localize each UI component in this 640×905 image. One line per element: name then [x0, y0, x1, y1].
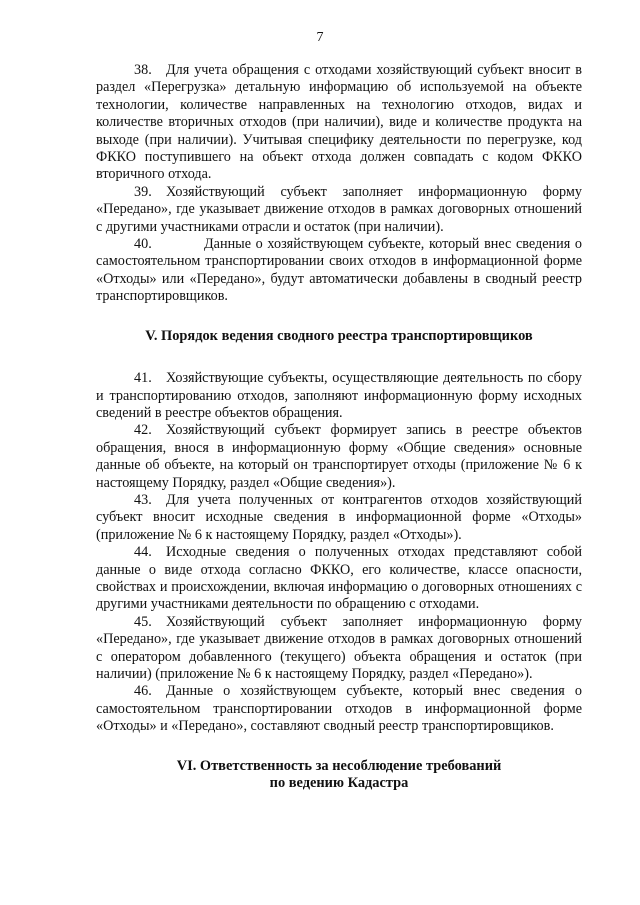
paragraph-number: 43.	[134, 491, 152, 508]
paragraph-text: Исходные сведения о полученных отходах представляют собой данные о виде отхода согласно ФККО, его количестве, классе опасности, свойствах и происхождении, включая информацию о договорных отношениях с другими участниками деятельности по обращению с отходами.	[96, 544, 582, 613]
paragraph-45	[96, 614, 582, 684]
paragraph-text: Хозяйствующие субъекты, осуществляющие деятельность по сбору и транспортированию отходов, заполняют информационную форму исходных сведений в реестре объектов обращения.	[96, 370, 582, 421]
paragraph-number: 44.	[134, 544, 152, 561]
paragraph-number: 45.	[134, 613, 152, 630]
paragraph-43	[96, 492, 582, 544]
paragraph-text: Для учета обращения с отходами хозяйствующий субъект вносит в раздел «Перегрузка» детальную информацию об используемой на объекте технологии, количестве направленных на технологию отходов, видах и количестве вторичных отходов (при наличии), виде и количестве продукта на выходе (при наличии). Учитывая специфику деятельности по перегрузке, код ФККО поступившего на объект отхода должен совпадать с кодом ФККО вторичного отхода.	[96, 62, 582, 183]
paragraph-text: Хозяйствующий субъект формирует запись в реестре объектов обращения, внося в информационную форму «Общие сведения» основные данные об объекте, на который он транспортирует отходы (приложение № 6 к настоящему Порядку, раздел «Общие сведения»).	[96, 422, 582, 491]
paragraph-text: Для учета полученных от контрагентов отходов хозяйствующий субъект вносит исходные сведения в информационной форме «Отходы» (приложение № 6 к настоящему Порядку, раздел «Отходы»).	[96, 491, 582, 543]
paragraph-number: 38.	[134, 62, 152, 78]
section-title-5: V. Порядок ведения сводного реестра транспортировщиков	[145, 327, 533, 344]
section-title-6-line-1: VI. Ответственность за несоблюдение требований	[176, 757, 502, 774]
paragraph-number: 42.	[134, 422, 152, 439]
section-title-6	[96, 758, 582, 793]
paragraph-44	[96, 544, 582, 614]
paragraph-38	[96, 62, 582, 184]
paragraph-number: 39.	[134, 183, 152, 200]
paragraph-39	[96, 184, 582, 236]
paragraph-text: Хозяйствующий субъект заполняет информационную форму «Передано», где указывает движение отходов в рамках договорных отношений с оператором добавленного (текущего) объекта обращения и остаток (при наличии) (приложение № 6 к настоящему Порядку, раздел «Передано»).	[96, 613, 582, 682]
section-title-6-line-2: по ведению Кадастра	[269, 775, 409, 792]
paragraph-number: 41.	[134, 370, 152, 387]
paragraph-text: Данные о хозяйствующем субъекте, который внес сведения о самостоятельном транспортировании отходов в информационной форме «Отходы» и «Передано», составляют сводный реестр транспортировщиков.	[96, 683, 582, 735]
paragraph-text: Хозяйствующий субъект заполняет информационную форму «Передано», где указывает движение отходов в рамках договорных отношений с другими участниками отрасли и остаток (при наличии).	[96, 183, 582, 235]
paragraph-number: 46.	[134, 683, 152, 700]
paragraph-42	[96, 422, 582, 492]
paragraph-46	[96, 683, 582, 735]
paragraph-41	[96, 370, 582, 422]
page-number: 7	[316, 30, 324, 45]
document-body	[96, 62, 582, 792]
paragraph-text: Данные о хозяйствующем субъекте, который внес сведения о самостоятельном транспортировании своих отходов в информационной форме «Отходы» или «Передано», будут автоматически добавлены в сводный реестр транспортировщиков.	[96, 236, 582, 305]
paragraph-40	[96, 236, 582, 306]
paragraph-number: 40.	[134, 236, 152, 253]
